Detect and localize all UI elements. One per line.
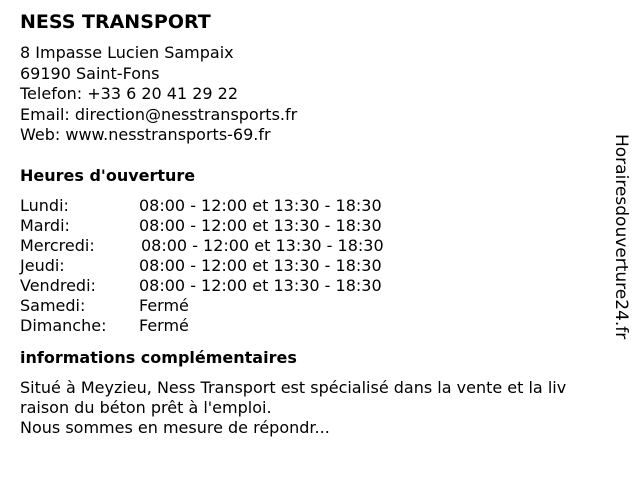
address-street: 8 Impasse Lucien Sampaix bbox=[20, 43, 234, 62]
day-label: Vendredi: bbox=[20, 275, 96, 295]
business-name: NESS TRANSPORT bbox=[20, 11, 211, 33]
day-label: Jeudi: bbox=[20, 255, 65, 275]
day-label: Dimanche: bbox=[20, 315, 107, 335]
email-line: Email: direction@nesstransports.fr bbox=[20, 104, 298, 124]
hours-row-dimanche bbox=[20, 316, 610, 336]
info-line: Situé à Meyzieu, Ness Transport est spécialisé dans la vente et la liv bbox=[20, 377, 567, 397]
day-hours: 08:00 - 12:00 et 13:30 - 18:30 bbox=[139, 215, 382, 235]
info-line: Nous sommes en mesure de répondr... bbox=[20, 417, 330, 437]
day-hours: 08:00 - 12:00 et 13:30 - 18:30 bbox=[139, 195, 382, 215]
info-description bbox=[20, 378, 614, 438]
phone-line: Telefon: +33 6 20 41 29 22 bbox=[20, 84, 239, 103]
site-watermark: Horairesdouverture24.fr bbox=[611, 134, 631, 340]
day-hours: 08:00 - 12:00 et 13:30 - 18:30 bbox=[139, 275, 382, 295]
day-hours: 08:00 - 12:00 et 13:30 - 18:30 bbox=[139, 255, 382, 275]
hours-heading: Heures d'ouverture bbox=[20, 165, 196, 185]
day-label: Lundi: bbox=[20, 195, 69, 215]
day-hours: Fermé bbox=[139, 295, 189, 315]
hours-table bbox=[20, 196, 610, 336]
day-hours: Fermé bbox=[139, 315, 189, 335]
info-heading: informations complémentaires bbox=[20, 347, 297, 367]
business-listing bbox=[20, 10, 610, 438]
address-city: 69190 Saint-Fons bbox=[20, 63, 160, 83]
day-label: Mercredi: bbox=[20, 235, 95, 255]
hours-row-lundi bbox=[20, 196, 610, 216]
day-hours: 08:00 - 12:00 et 13:30 - 18:30 bbox=[141, 235, 384, 255]
web-line: Web: www.nesstransports-69.fr bbox=[20, 125, 271, 144]
hours-row-jeudi bbox=[20, 256, 610, 276]
hours-row-samedi bbox=[20, 296, 610, 316]
day-label: Mardi: bbox=[20, 215, 70, 235]
day-label: Samedi: bbox=[20, 295, 86, 315]
hours-row-mardi bbox=[20, 216, 610, 236]
hours-row-mercredi bbox=[20, 236, 610, 256]
hours-row-vendredi bbox=[20, 276, 610, 296]
info-line: raison du béton prêt à l'emploi. bbox=[20, 397, 272, 417]
